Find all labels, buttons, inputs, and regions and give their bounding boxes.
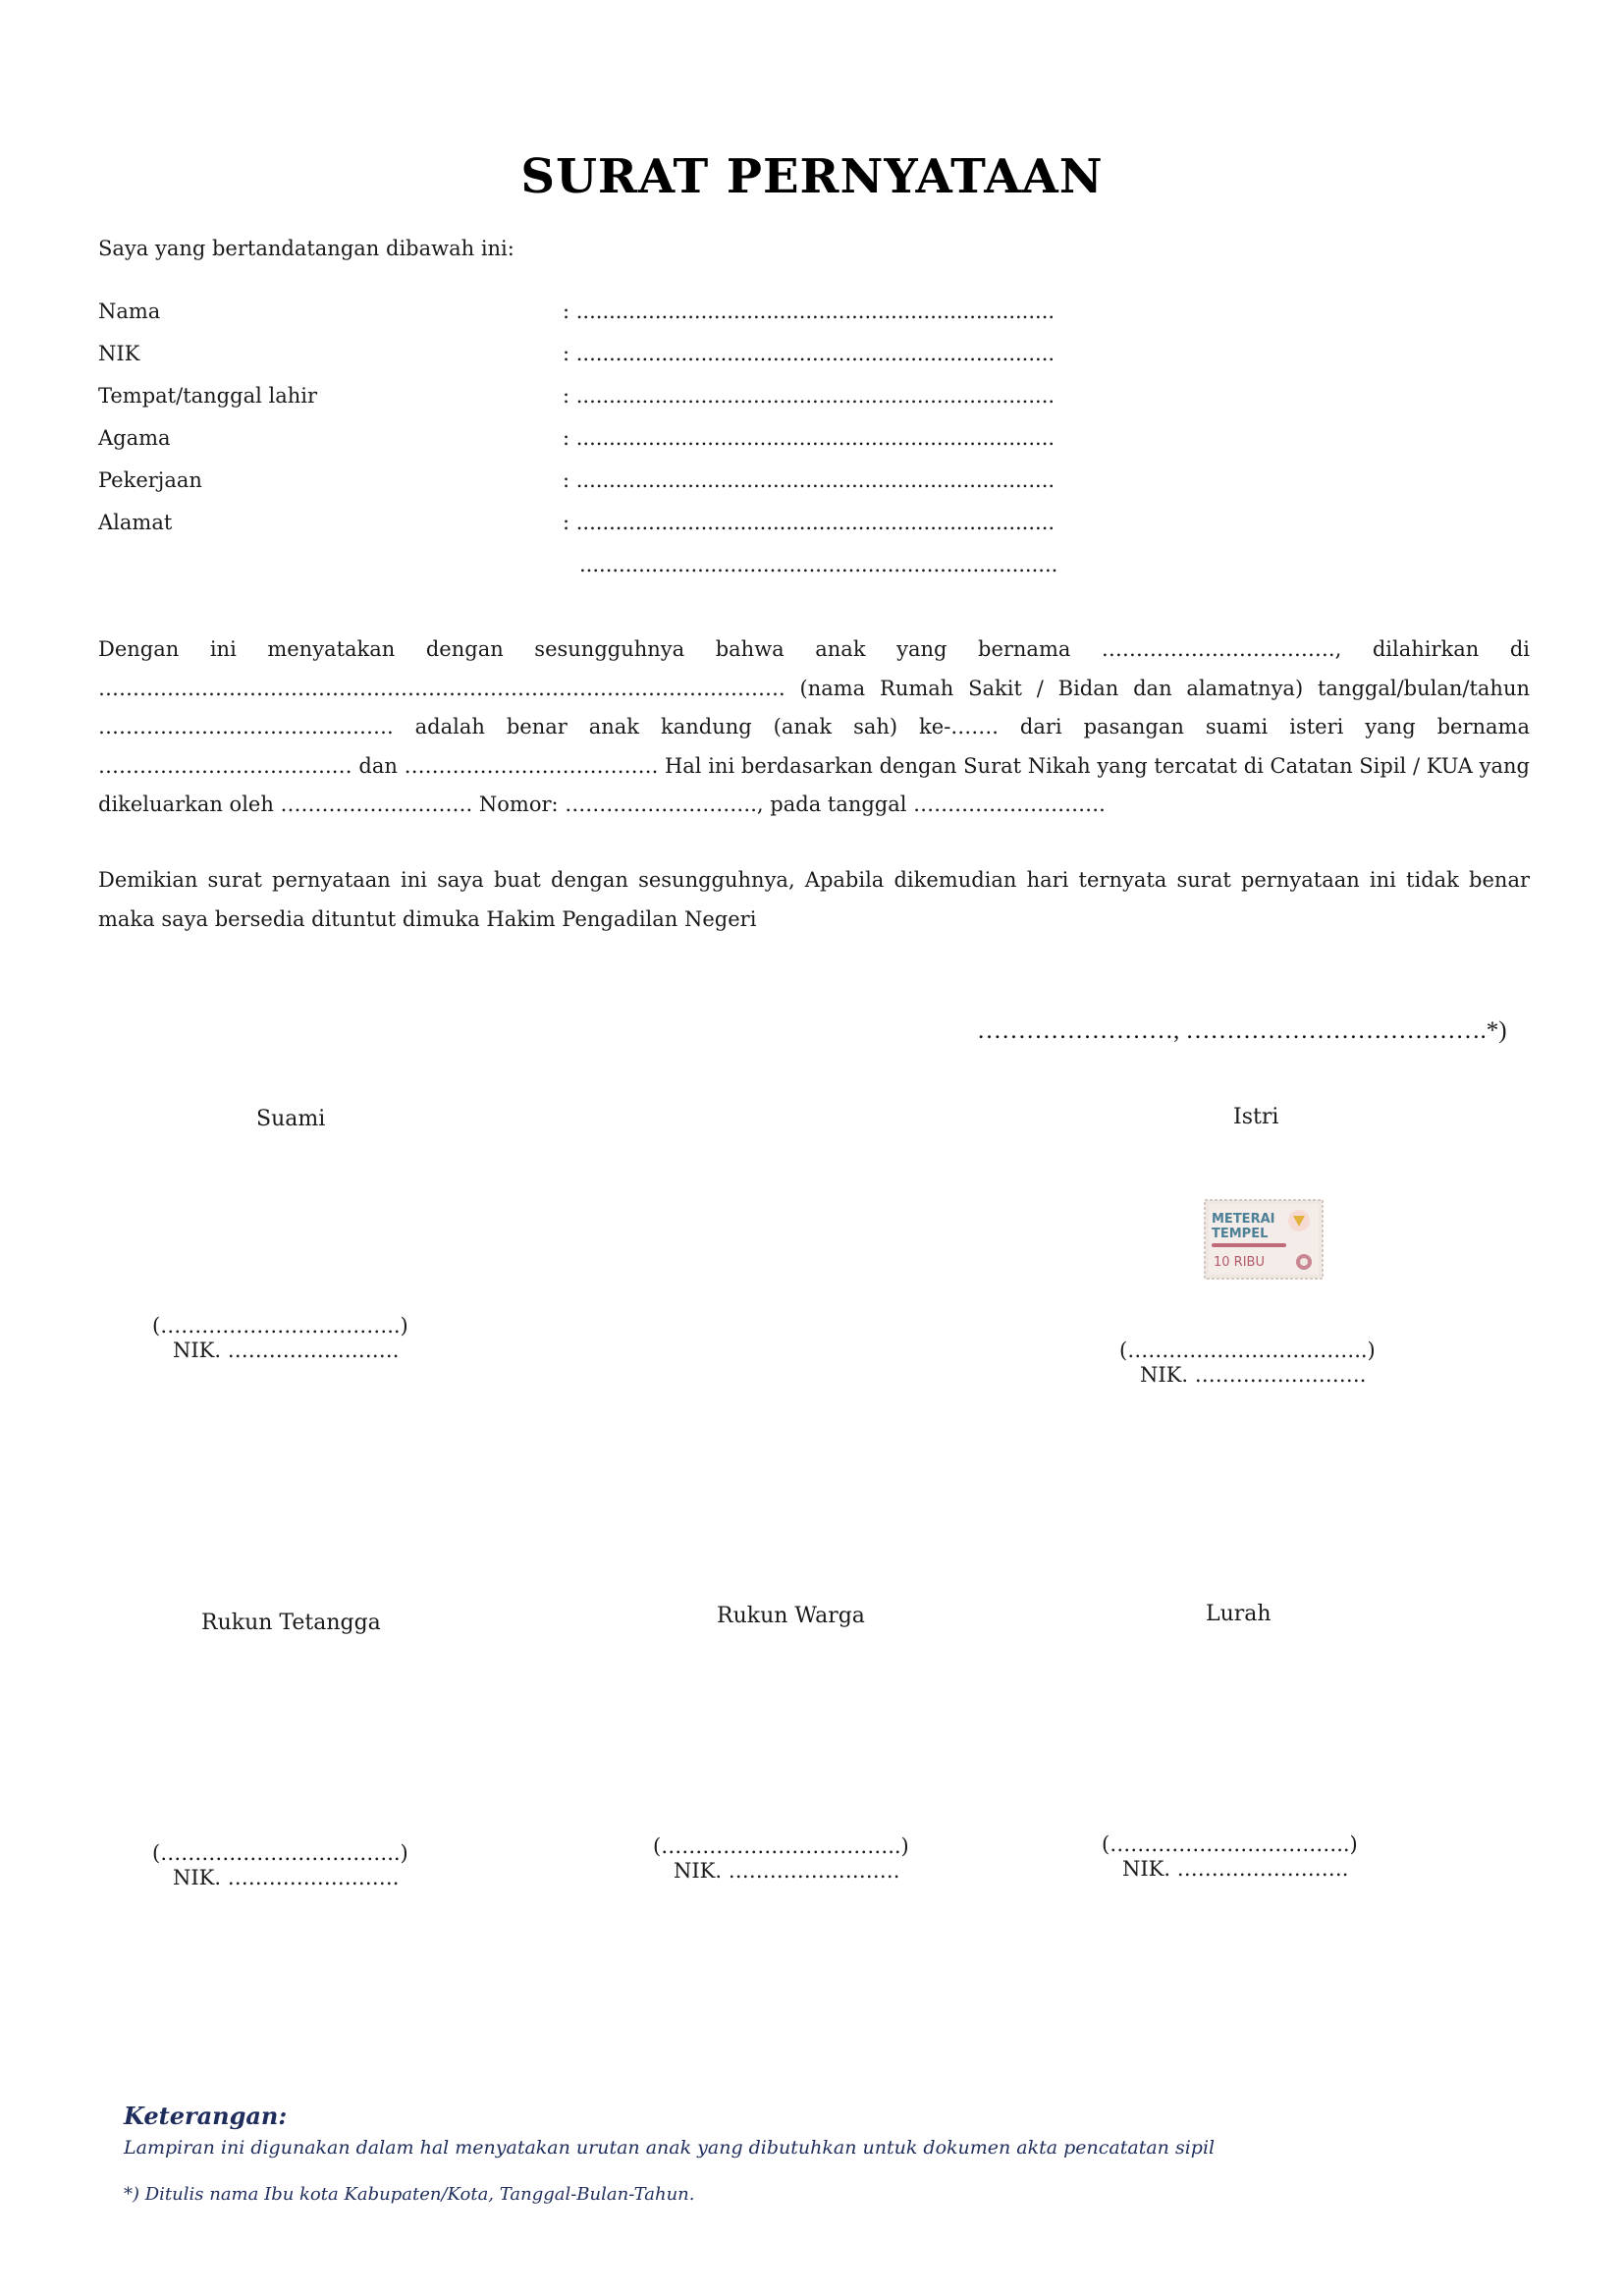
signature-block-rw	[653, 1834, 909, 1884]
field-value-tempat-tanggal-lahir: : .........................................................................	[563, 384, 1056, 408]
field-label-agama: Agama	[98, 426, 171, 450]
signature-name-rt: (……………………………..)	[152, 1841, 408, 1865]
document-title: SURAT PERNYATAAN	[520, 149, 1104, 204]
meterai-stamp	[1204, 1199, 1324, 1280]
signature-name-istri: (……………………………..)	[1119, 1339, 1376, 1362]
signature-label-rw: Rukun Warga	[717, 1604, 865, 1628]
field-label-nama: Nama	[98, 300, 161, 323]
meterai-text-2: TEMPEL	[1212, 1227, 1269, 1241]
signature-name-lurah: (……………………………..)	[1102, 1832, 1358, 1856]
field-value-nik: : .........................................................................	[563, 342, 1056, 365]
notes-line-1: Lampiran ini digunakan dalam hal menyatakan urutan anak yang dibutuhkan untuk dokumen akta pencatatan sipil	[124, 2137, 1216, 2159]
field-label-nik: NIK	[98, 342, 140, 365]
closing-paragraph: Demikian surat pernyataan ini saya buat dengan sesungguhnya, Apabila dikemudian hari ternyata surat pernyataan ini tidak benar maka saya bersedia dituntut dimuka Hakim Pengadilan Negeri	[98, 868, 1530, 931]
field-label-pekerjaan: Pekerjaan	[98, 468, 202, 492]
signature-block-rt	[152, 1841, 408, 1890]
signature-label-istri: Istri	[1233, 1105, 1279, 1129]
signature-nik-lurah: NIK. …………………….	[1122, 1857, 1349, 1881]
notes-title: Keterangan:	[124, 2102, 288, 2130]
signature-block-suami	[152, 1314, 408, 1363]
signature-name-suami: (……………………………..)	[152, 1314, 408, 1338]
field-label-tempat-tanggal-lahir: Tempat/tanggal lahir	[98, 384, 317, 408]
intro-text: Saya yang bertandatangan dibawah ini:	[98, 237, 514, 260]
signature-block-lurah	[1102, 1832, 1358, 1882]
field-value-alamat-continuation: .........................................................................	[579, 553, 1058, 576]
signature-label-lurah: Lurah	[1206, 1602, 1272, 1626]
field-value-pekerjaan: : .........................................................................	[563, 468, 1056, 492]
field-value-nama: : .........................................................................	[563, 300, 1056, 323]
field-value-alamat: : .........................................................................	[563, 511, 1056, 534]
signature-label-suami: Suami	[256, 1107, 326, 1131]
meterai-stamp-graphic	[1204, 1199, 1324, 1280]
signature-nik-rw: NIK. …………………….	[674, 1859, 900, 1883]
signature-nik-rt: NIK. …………………….	[173, 1866, 400, 1889]
signature-name-rw: (……………………………..)	[653, 1834, 909, 1858]
place-date-line: ……………………, ……………………………….*)	[977, 1017, 1507, 1044]
signature-nik-istri: NIK. …………………….	[1140, 1363, 1367, 1387]
meterai-text-1: METERAI	[1212, 1212, 1275, 1227]
signature-nik-suami: NIK. …………………….	[173, 1339, 400, 1362]
statement-paragraph: Dengan ini menyatakan dengan sesungguhnya bahwa anak yang bernama ……………………………., dilahirkan di ………………………………………………………………………………………. (nama Rumah Sakit / Bidan dan alamatnya) tanggal/bulan/tahun ……………………………………. adalah benar anak kandung (anak sah) ke-……. dari pasangan suami isteri yang bernama …………………………….… dan ………………………………. Hal ini berdasarkan dengan Surat Nikah yang tercatat di Catatan Sipil / KUA yang dikeluarkan oleh ………………………. Nomor: ………………………., pada tanggal ……………………….	[98, 637, 1530, 816]
notes-line-2: *) Ditulis nama Ibu kota Kabupaten/Kota, Tanggal-Bulan-Tahun.	[124, 2184, 695, 2205]
signature-label-rt: Rukun Tetangga	[201, 1611, 381, 1635]
signature-block-istri	[1119, 1339, 1376, 1388]
field-label-alamat: Alamat	[98, 511, 173, 534]
field-value-agama: : .........................................................................	[563, 426, 1056, 450]
meterai-value: 10 RIBU	[1214, 1255, 1265, 1270]
